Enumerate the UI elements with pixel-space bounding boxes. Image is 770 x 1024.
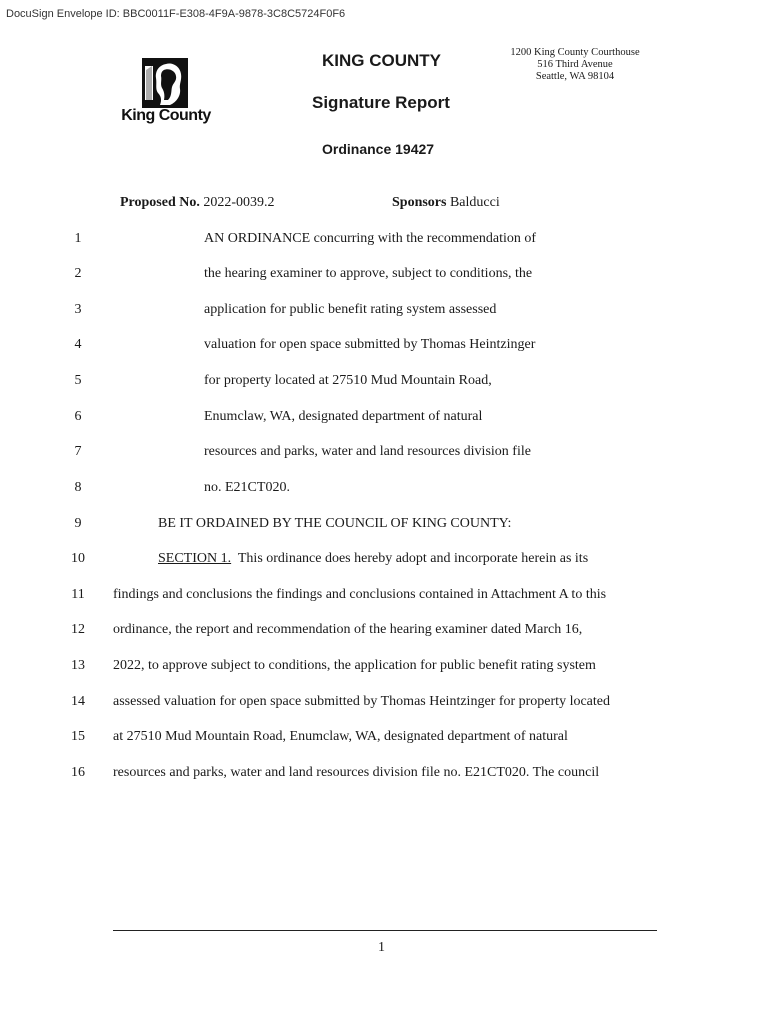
king-county-logo: [118, 58, 214, 128]
ordinance-line: at 27510 Mud Mountain Road, Enumclaw, WA, designated department of natural: [113, 729, 568, 744]
ordinance-line: resources and parks, water and land resources division file: [204, 444, 531, 459]
envelope-id: DocuSign Envelope ID: BBC0011F-E308-4F9A-9878-3C8C5724F0F6: [6, 8, 346, 20]
proposed-value: 2022-0039.2: [203, 195, 275, 210]
ordinance-line: for property located at 27510 Mud Mountain Road,: [204, 373, 492, 388]
sponsors-label: Sponsors: [392, 195, 447, 210]
line-number: 4: [74, 337, 82, 352]
line-number: 13: [71, 658, 85, 673]
address-line: 1200 King County Courthouse: [510, 47, 640, 58]
ordinance-line: ordinance, the report and recommendation of the hearing examiner dated March 16,: [113, 622, 583, 637]
address-line: 516 Third Avenue: [537, 59, 613, 70]
line-number: 16: [71, 765, 85, 780]
report-title: Signature Report: [312, 93, 450, 112]
line-number: 14: [71, 694, 85, 709]
line-number: 7: [74, 444, 82, 459]
proposed-number: [120, 195, 275, 211]
ordinance-line: no. E21CT020.: [204, 480, 290, 495]
footer-divider: [113, 930, 657, 931]
ordinance-line: This ordinance does hereby adopt and incorporate herein as its: [231, 551, 589, 566]
king-county-logo-icon: [142, 58, 188, 108]
sponsors-value: Balducci: [449, 195, 500, 210]
ordinance-line: valuation for open space submitted by Thomas Heintzinger: [204, 337, 536, 352]
line-number: 15: [71, 729, 85, 744]
ordinance-line: assessed valuation for open space submitted by Thomas Heintzinger for property located: [113, 694, 610, 709]
sponsors: [392, 195, 500, 211]
ordinance-line: AN ORDINANCE concurring with the recommendation of: [204, 231, 537, 246]
ordinance-line: findings and conclusions the findings and conclusions contained in Attachment A to this: [113, 587, 607, 602]
section-heading: SECTION 1.: [158, 551, 232, 566]
ordinance-line: 2022, to approve subject to conditions, the application for public benefit rating system: [113, 658, 596, 673]
line-number: 12: [71, 622, 85, 637]
line-number: 6: [74, 409, 82, 424]
ordinance-number: Ordinance 19427: [322, 141, 435, 157]
ordinance-line: the hearing examiner to approve, subject to conditions, the: [204, 266, 533, 281]
ordinance-line: Enumclaw, WA, designated department of natural: [204, 409, 483, 424]
line-number: 1: [74, 231, 82, 246]
page-number: 1: [378, 940, 385, 955]
ordaining-clause: BE IT ORDAINED BY THE COUNCIL OF KING COUNTY:: [158, 516, 512, 531]
proposed-label: Proposed No.: [120, 195, 200, 210]
ordinance-line: application for public benefit rating system assessed: [204, 302, 497, 317]
ordinance-line: resources and parks, water and land resources division file no. E21CT020. The council: [113, 765, 600, 780]
courthouse-address: [500, 47, 650, 83]
line-number: 8: [74, 480, 82, 495]
line-number: 9: [74, 516, 82, 531]
line-number: 3: [74, 302, 82, 317]
line-number: 5: [74, 373, 82, 388]
county-title: KING COUNTY: [322, 51, 441, 70]
line-number: 10: [71, 551, 85, 566]
line-number: 11: [71, 587, 85, 602]
line-number: 2: [74, 266, 82, 281]
address-line: Seattle, WA 98104: [535, 71, 615, 82]
logo-wordmark: King County: [121, 107, 211, 124]
section-1-line: [158, 551, 588, 567]
